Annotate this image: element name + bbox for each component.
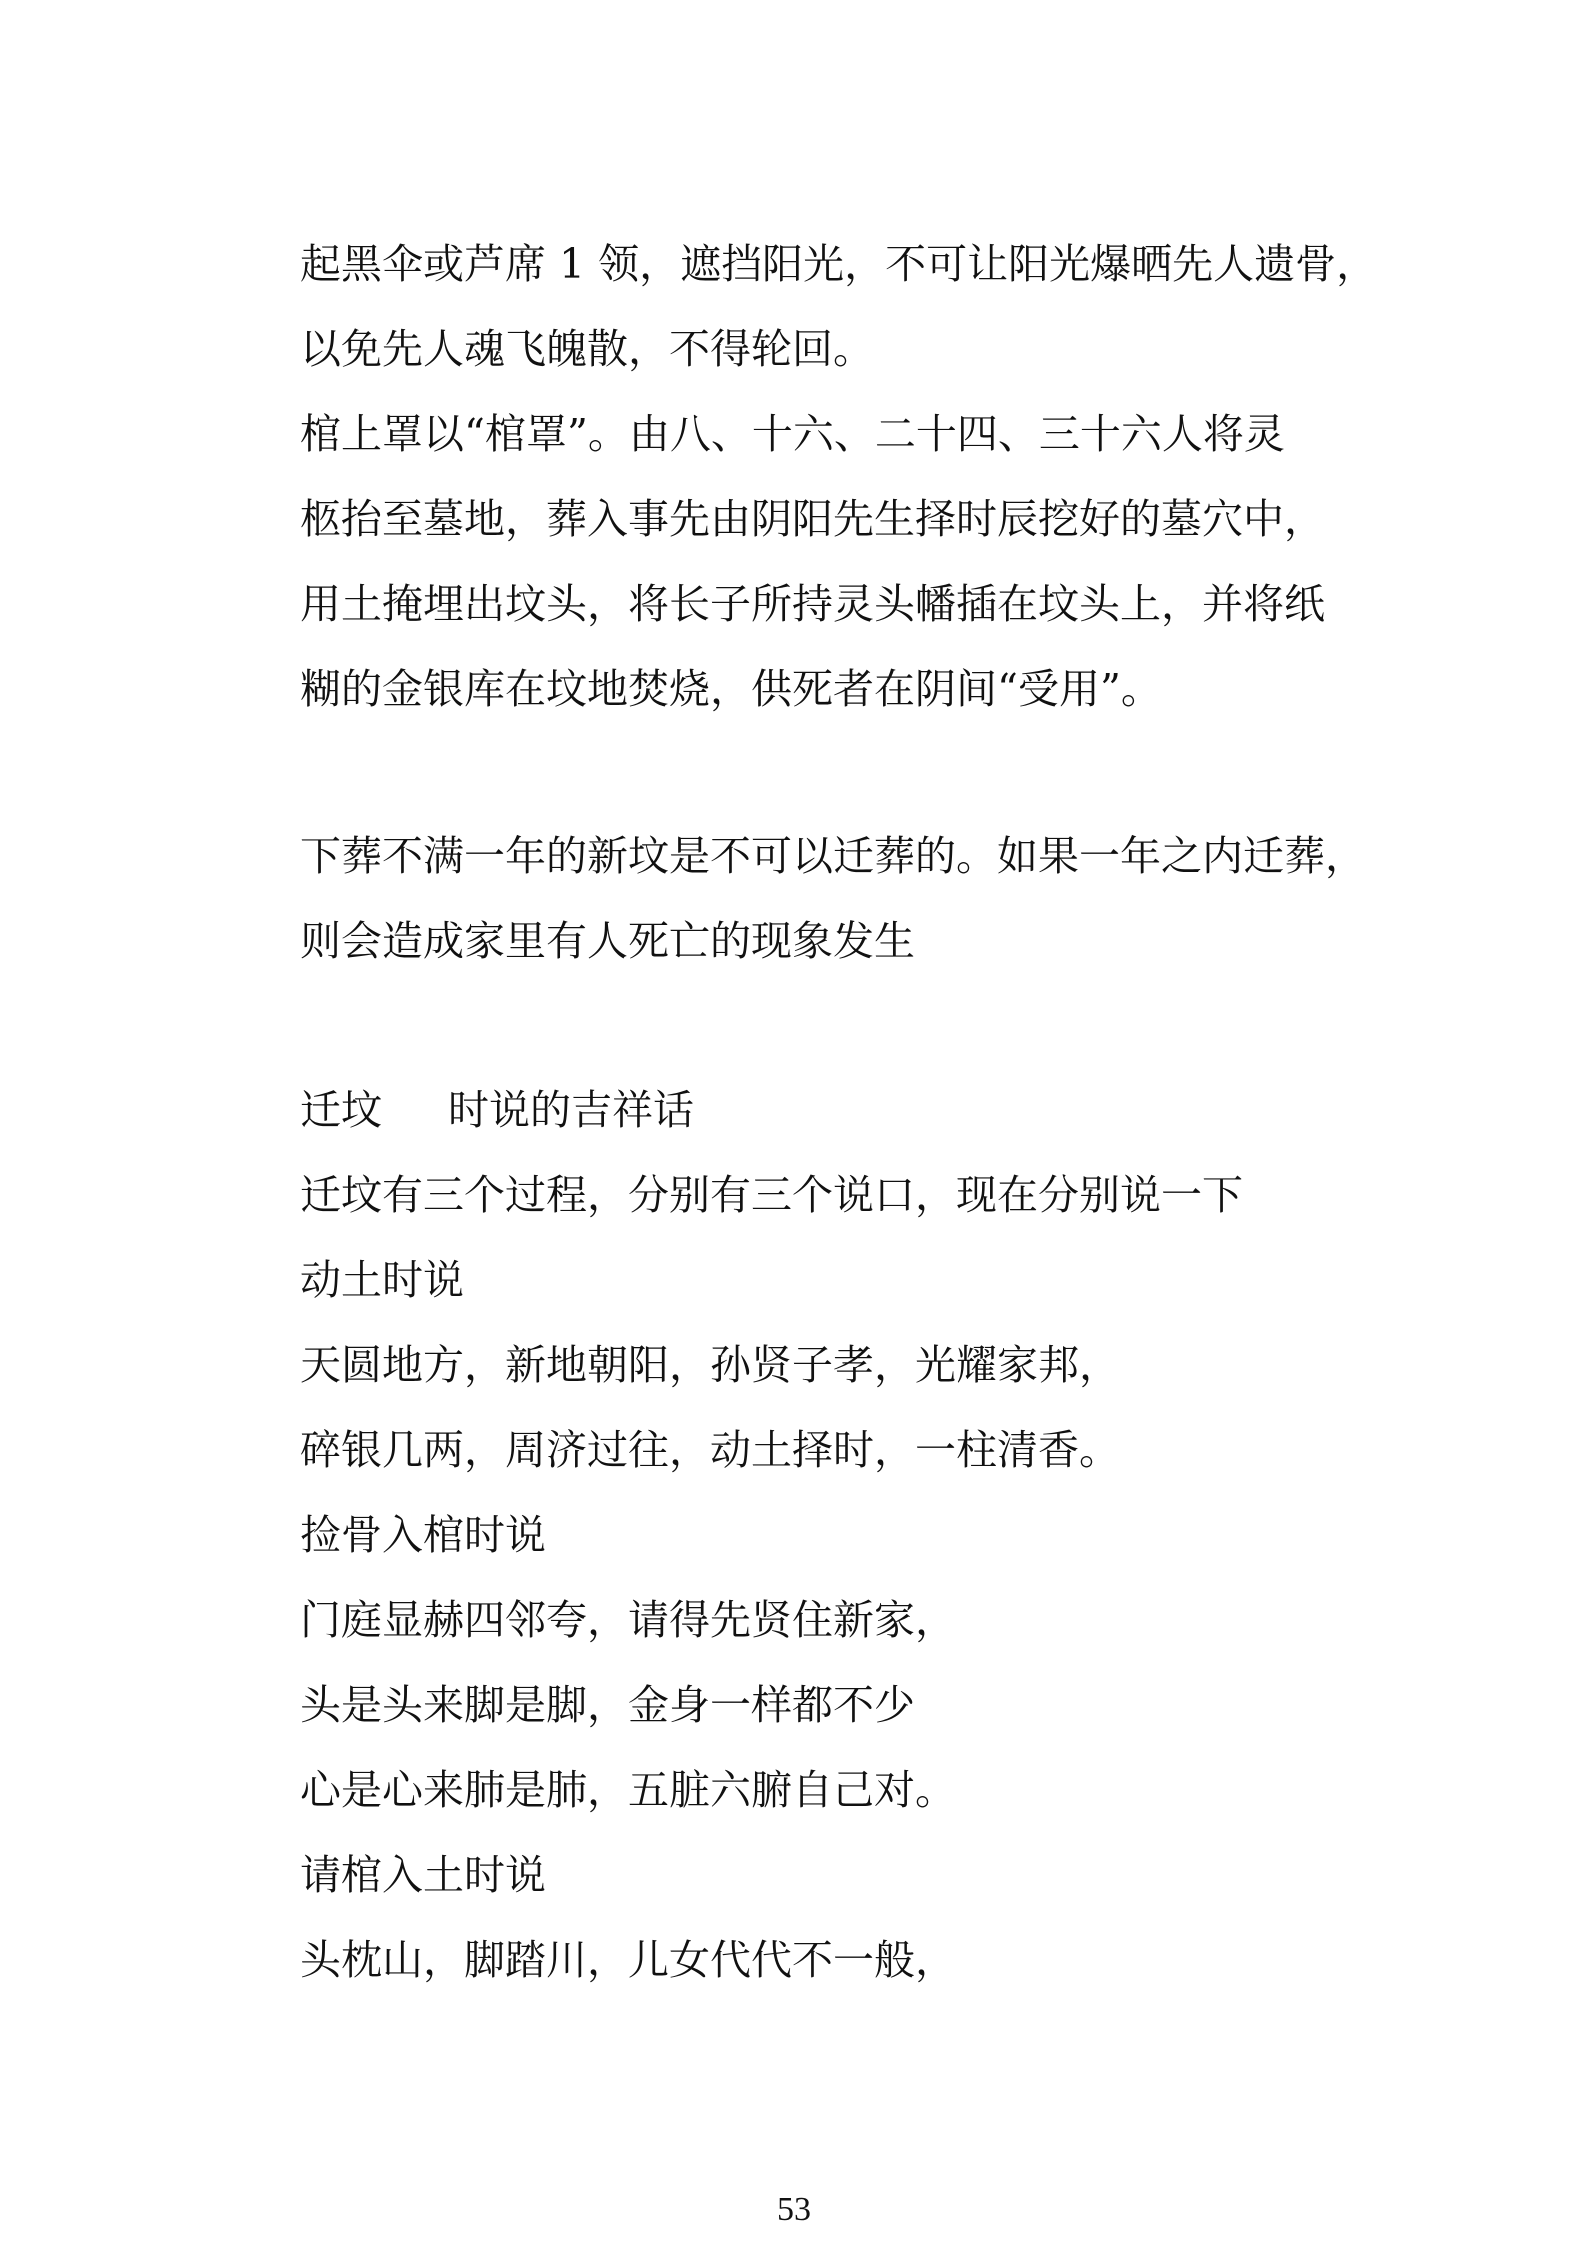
section-title-part2: 时说的吉祥话 — [448, 1086, 694, 1134]
verse-line: 天圆地方，新地朝阳，孙贤子孝，光耀家邦， — [300, 1341, 1120, 1389]
page-number: 53 — [777, 2191, 811, 2228]
body-text-line: 以免先人魂飞魄散，不得轮回。 — [300, 325, 874, 373]
stage-heading: 请棺入土时说 — [300, 1851, 546, 1899]
stage-heading: 捡骨入棺时说 — [300, 1511, 546, 1559]
section-title — [300, 1080, 1400, 1140]
stage-heading: 动土时说 — [300, 1256, 464, 1304]
verse-line: 门庭显赫四邻夸，请得先贤住新家， — [300, 1596, 956, 1644]
body-text-line: 用土掩埋出坟头，将长子所持灵头幡插在坟头上，并将纸 — [300, 580, 1325, 628]
body-text-line: 下葬不满一年的新坟是不可以迁葬的。如果一年之内迁葬， — [300, 832, 1366, 880]
body-text-line: 棺上罩以“棺罩”。由八、十六、二十四、三十六人将灵 — [300, 410, 1285, 458]
body-text-line: 起黑伞或芦席 1 领，遮挡阳光，不可让阳光爆晒先人遗骨， — [300, 240, 1378, 288]
verse-line: 心是心来肺是肺，五脏六腑自己对。 — [300, 1766, 956, 1814]
verse-line: 碎银几两，周济过往，动土择时，一柱清香。 — [300, 1426, 1120, 1474]
verse-line: 头枕山，脚踏川，儿女代代不一般， — [300, 1936, 956, 1984]
body-text-line: 糊的金银库在坟地焚烧，供死者在阴间“受用”。 — [300, 665, 1162, 713]
section-intro: 迁坟有三个过程，分别有三个说口，现在分别说一下 — [300, 1171, 1243, 1219]
verse-line: 头是头来脚是脚，金身一样都不少 — [300, 1681, 915, 1729]
body-text-line: 柩抬至墓地，葬入事先由阴阳先生择时辰挖好的墓穴中， — [300, 495, 1325, 543]
section-title-part1: 迁坟 — [300, 1086, 382, 1134]
body-text-line: 则会造成家里有人死亡的现象发生 — [300, 917, 915, 965]
